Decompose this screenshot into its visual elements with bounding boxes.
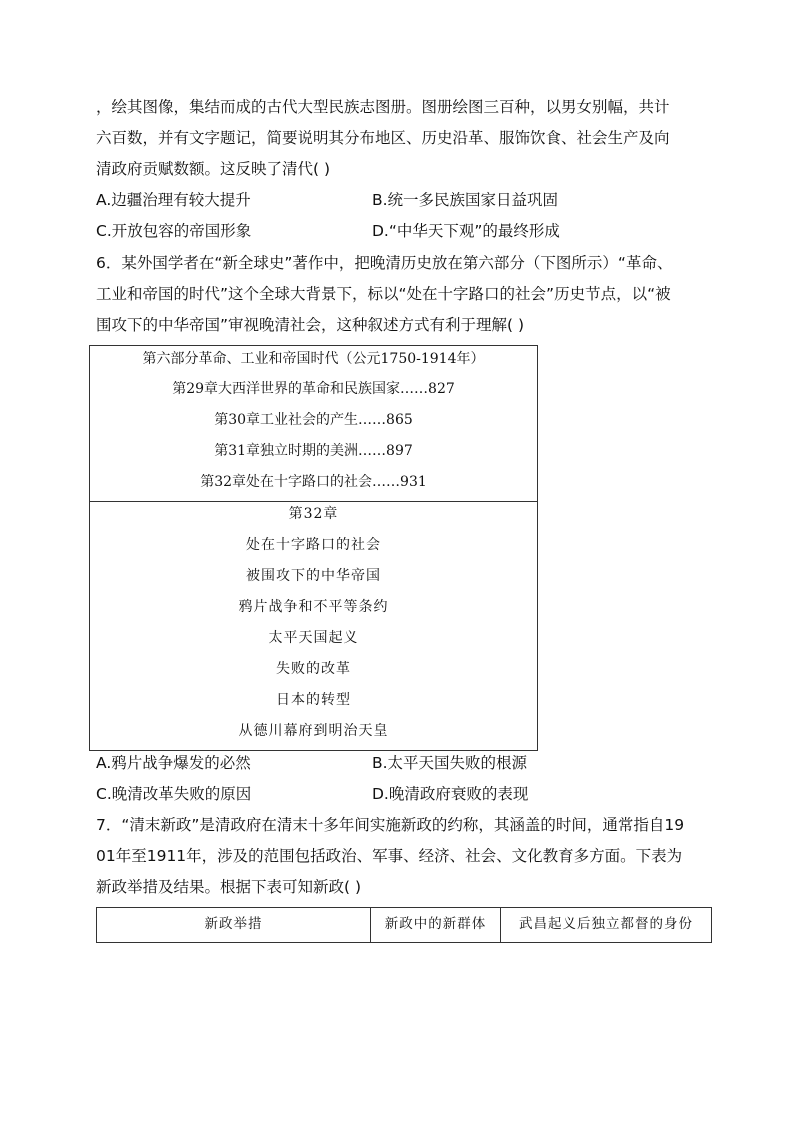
chapter-section: 处在十字路口的社会 bbox=[246, 537, 381, 553]
q6-text-line: 6．某外国学者在“新全球史”著作中，把晚清历史放在第六部分（下图所示）“革命、 bbox=[96, 254, 673, 272]
q6-text-line: 工业和帝国的时代”这个全球大背景下，标以“处在十字路口的社会”历史节点，以“被 bbox=[96, 285, 671, 303]
toc-entry: 第32章处在十字路口的社会……931 bbox=[200, 474, 427, 490]
q5-text-line: ，绘其图像，集结而成的古代大型民族志图册。图册绘图三百种，以男女别幅，共计 bbox=[96, 98, 670, 116]
q7-text-line: 7．“清末新政”是清政府在清末十多年间实施新政的约称，其涵盖的时间，通常指自19 bbox=[96, 816, 685, 834]
chapter-section: 从德川幕府到明治天皇 bbox=[238, 723, 389, 739]
toc-entry: 第29章大西洋世界的革命和民族国家……827 bbox=[172, 381, 455, 397]
q5-text-line: 清政府贡赋数额。这反映了清代( ) bbox=[96, 160, 331, 178]
q6-option-a: A.鸦片战争爆发的必然 bbox=[96, 754, 251, 772]
q5-text-line: 六百数，并有文字题记，简要说明其分布地区、历史沿革、服饰饮食、社会生产及向 bbox=[96, 129, 670, 147]
q6-option-c: C.晚清改革失败的原因 bbox=[96, 785, 252, 803]
q7-text-line: 01年至1911年，涉及的范围包括政治、军事、经济、社会、文化教育多方面。下表为 bbox=[96, 847, 683, 865]
table-header-cell: 新政中的新群体 bbox=[371, 908, 501, 943]
toc-part-title: 第六部分革命、工业和帝国时代（公元1750-1914年） bbox=[142, 351, 485, 367]
chapter-section: 鸦片战争和不平等条约 bbox=[238, 599, 389, 615]
q6-figure-box bbox=[89, 345, 538, 751]
chapter-title: 第32章 bbox=[288, 506, 339, 522]
q5-option-a: A.边疆治理有较大提升 bbox=[96, 191, 251, 209]
q6-text-line: 围攻下的中华帝国”审视晚清社会，这种叙述方式有利于理解( ) bbox=[96, 316, 525, 334]
q7-text-line: 新政举措及结果。根据下表可知新政( ) bbox=[96, 878, 362, 896]
q5-option-d: D.“中华天下观”的最终形成 bbox=[372, 222, 560, 240]
table-header-cell: 武昌起义后独立都督的身份 bbox=[501, 908, 712, 943]
figure-divider bbox=[90, 501, 537, 502]
chapter-section: 被围攻下的中华帝国 bbox=[246, 568, 381, 584]
q6-option-d: D.晚清政府衰败的表现 bbox=[372, 785, 529, 803]
toc-entry: 第30章工业社会的产生……865 bbox=[214, 412, 413, 428]
q5-option-c: C.开放包容的帝国形象 bbox=[96, 222, 252, 240]
q6-option-b: B.太平天国失败的根源 bbox=[372, 754, 528, 772]
q7-table bbox=[96, 907, 712, 943]
chapter-section: 日本的转型 bbox=[276, 692, 351, 708]
table-header-cell: 新政举措 bbox=[97, 908, 371, 943]
table-header-row bbox=[97, 908, 712, 943]
toc-entry: 第31章独立时期的美洲……897 bbox=[214, 443, 413, 459]
q5-option-b: B.统一多民族国家日益巩固 bbox=[372, 191, 559, 209]
chapter-section: 失败的改革 bbox=[276, 661, 351, 677]
chapter-section: 太平天国起义 bbox=[268, 630, 359, 646]
